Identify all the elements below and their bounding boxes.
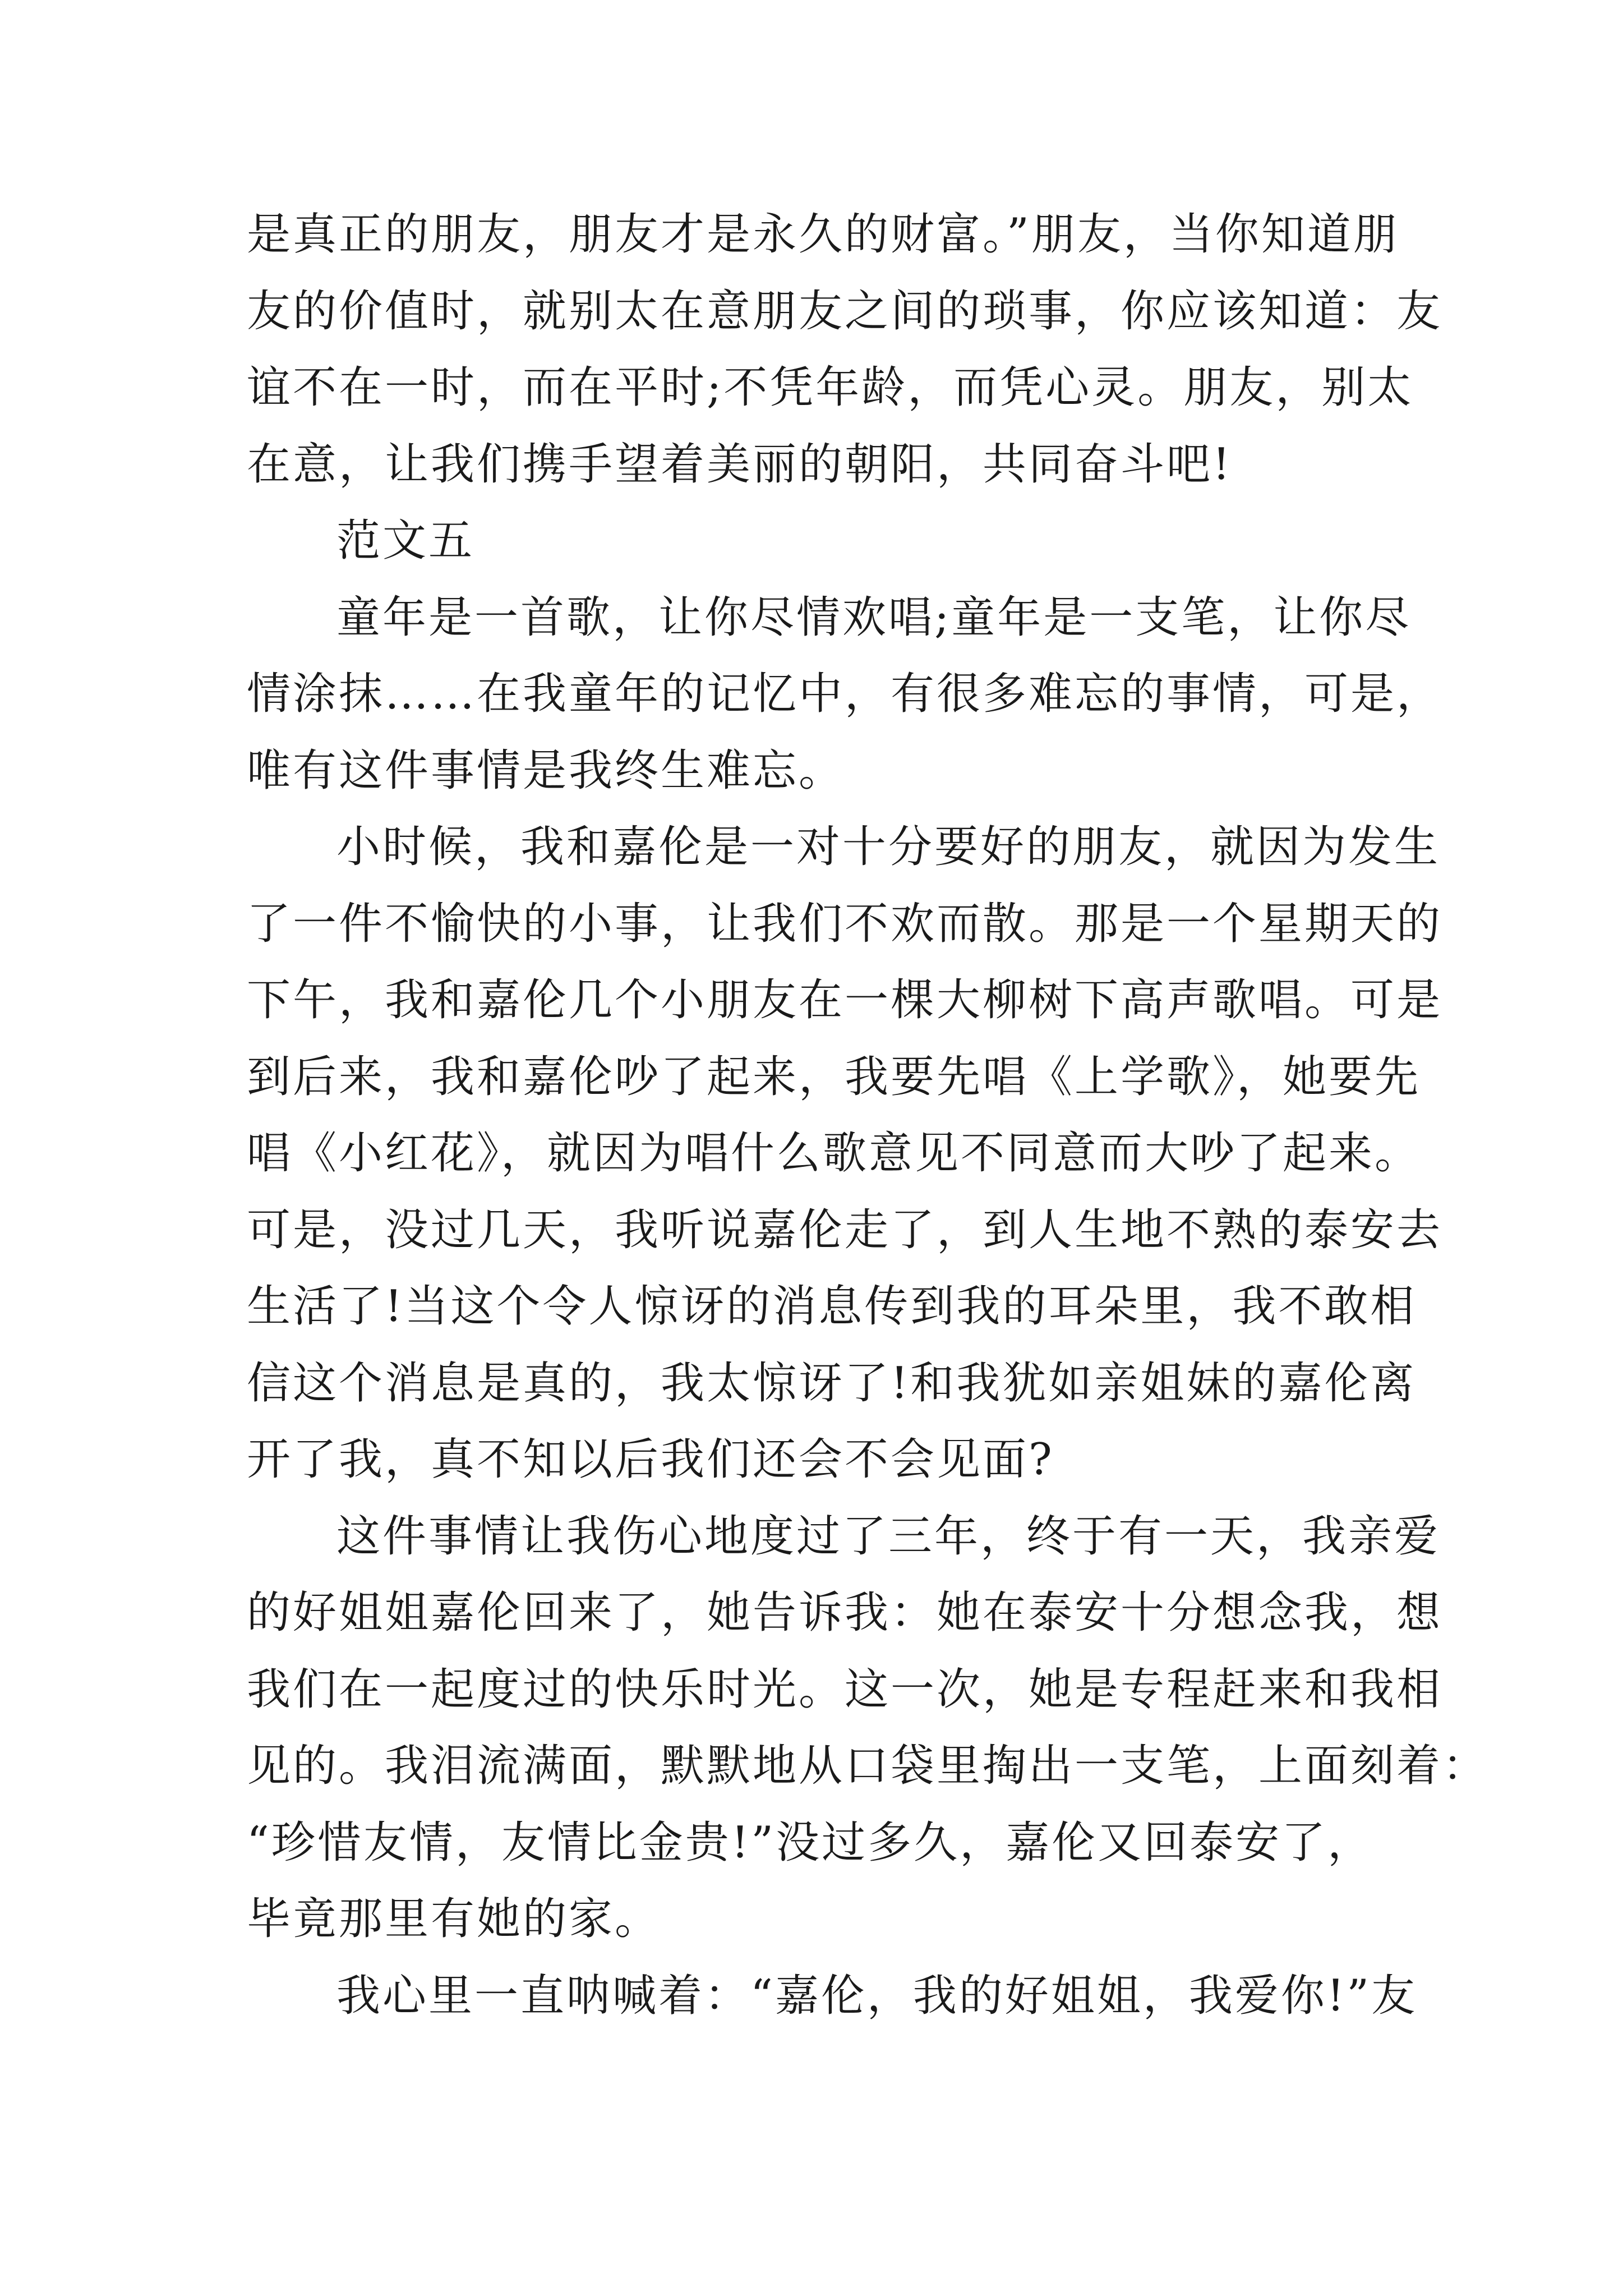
text-line: 了一件不愉快的小事，让我们不欢而散。那是一个星期天的 xyxy=(247,898,1443,949)
text-line: “珍惜友情，友情比金贵!”没过多久，嘉伦又回泰安了， xyxy=(247,1817,1374,1868)
text-line: 唱《小红花》，就因为唱什么歌意见不同意而大吵了起来。 xyxy=(247,1128,1421,1179)
text-line: 生活了!当这个令人惊讶的消息传到我的耳朵里，我不敢相 xyxy=(247,1281,1417,1332)
text-line: 友的价值时，就别太在意朋友之间的琐事，你应该知道：友 xyxy=(247,286,1443,337)
text-line: 谊不在一时，而在平时;不凭年龄，而凭心灵。朋友，别太 xyxy=(247,362,1414,413)
text-line: 我们在一起度过的快乐时光。这一次，她是专程赶来和我相 xyxy=(247,1664,1443,1715)
text-line: 我心里一直呐喊着：“嘉伦，我的好姐姐，我爱你!”友 xyxy=(336,1970,1418,2021)
text-line: 情涂抹……在我童年的记忆中，有很多难忘的事情，可是， xyxy=(247,669,1443,719)
text-line: 是真正的朋友，朋友才是永久的财富。”朋友，当你知道朋 xyxy=(247,209,1399,260)
text-line: 信这个消息是真的，我太惊讶了!和我犹如亲姐妹的嘉伦离 xyxy=(247,1358,1417,1409)
text-line: 开了我，真不知以后我们还会不会见面? xyxy=(247,1434,1054,1485)
text-line: 这件事情让我伤心地度过了三年，终于有一天，我亲爱 xyxy=(336,1511,1441,1562)
text-line: 童年是一首歌，让你尽情欢唱;童年是一支笔，让你尽 xyxy=(336,592,1412,643)
text-line: 下午，我和嘉伦几个小朋友在一棵大柳树下高声歌唱。可是 xyxy=(247,975,1443,1025)
text-line: 见的。我泪流满面，默默地从口袋里掏出一支笔，上面刻着： xyxy=(247,1741,1489,1791)
section-heading: 范文五 xyxy=(336,516,475,566)
text-line: 在意，让我们携手望着美丽的朝阳，共同奋斗吧! xyxy=(247,439,1233,490)
document-body xyxy=(247,196,1489,2034)
text-line: 的好姐姐嘉伦回来了，她告诉我：她在泰安十分想念我，想 xyxy=(247,1588,1443,1638)
text-line: 毕竟那里有她的家。 xyxy=(247,1894,661,1944)
text-line: 可是，没过几天，我听说嘉伦走了，到人生地不熟的泰安去 xyxy=(247,1204,1443,1255)
text-line: 小时候，我和嘉伦是一对十分要好的朋友，就因为发生 xyxy=(336,822,1441,872)
text-line: 唯有这件事情是我终生难忘。 xyxy=(247,745,845,796)
text-line: 到后来，我和嘉伦吵了起来，我要先唱《上学歌》，她要先 xyxy=(247,1051,1421,1102)
